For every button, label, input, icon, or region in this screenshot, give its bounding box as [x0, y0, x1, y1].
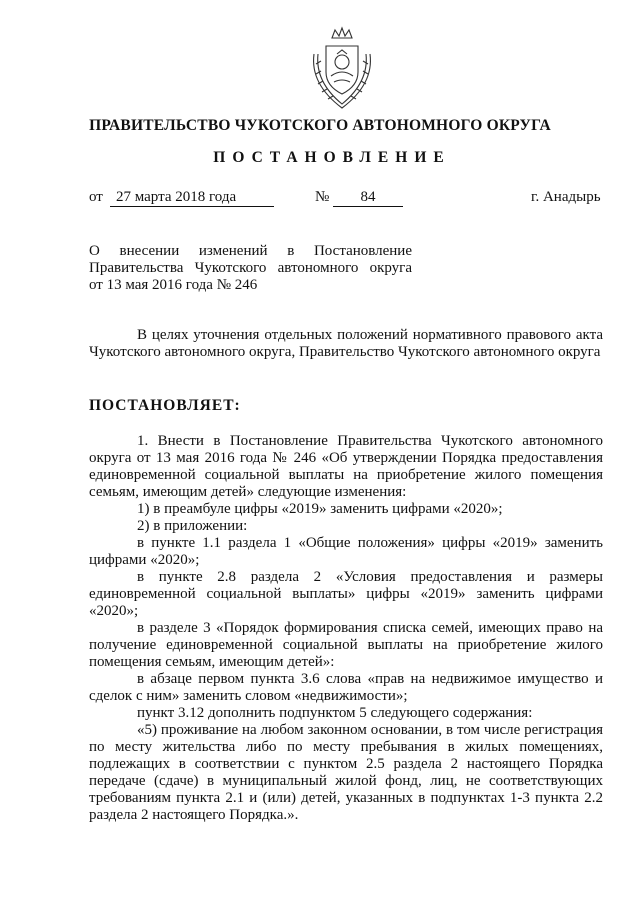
paragraph-item: 1) в преамбуле цифры «2019» заменить цифрами «2020»;	[137, 501, 503, 517]
city-name: г. Анадырь	[531, 189, 601, 205]
date-label: от	[89, 189, 103, 205]
subject-line: от 13 мая 2016 года № 246	[89, 277, 258, 293]
document-type-title: ПОСТАНОВЛЕНИЕ	[213, 149, 451, 166]
paragraph-item: в разделе 3 «Порядок формирования списка семей, имеющих право на получение единовременной социальной выплаты на приобретение жилого помещения семьям, имеющим детей»:	[89, 620, 603, 670]
paragraph-item: пункт 3.12 дополнить подпунктом 5 следующего содержания:	[137, 705, 533, 721]
subject-line: О внесении изменений в Постановление	[89, 243, 412, 259]
paragraph-item: в абзаце первом пункта 3.6 слова «прав на недвижимое имущество и сделок с ним» заменить словом «недвижимости»;	[89, 671, 603, 704]
preamble-block	[89, 327, 603, 361]
decree-number: 84	[333, 189, 403, 207]
subject-line: Правительства Чукотского автономного округа	[89, 260, 412, 276]
preamble-paragraph: В целях уточнения отдельных положений нормативного правового акта Чукотского автономного округа, Правительство Чукотского автономного округа	[89, 327, 603, 360]
decree-body	[89, 433, 603, 824]
government-title: ПРАВИТЕЛЬСТВО ЧУКОТСКОГО АВТОНОМНОГО ОКРУГА	[89, 117, 551, 134]
decree-date: 27 марта 2018 года	[110, 189, 274, 207]
paragraph-item: 2) в приложении:	[137, 518, 248, 534]
coat-of-arms-icon	[304, 24, 380, 114]
number-label: №	[315, 189, 330, 205]
decree-meta-row	[0, 189, 640, 209]
paragraph-item: в пункте 1.1 раздела 1 «Общие положения» цифры «2019» заменить цифрами «2020»;	[89, 535, 603, 568]
paragraph-item: в пункте 2.8 раздела 2 «Условия предоставления и размеры единовременной социальной выплаты» цифры «2019» заменить цифрами «2020»;	[89, 569, 603, 619]
paragraph-item: 1. Внести в Постановление Правительства Чукотского автономного округа от 13 мая 2016 года № 246 «Об утверждении Порядка предоставления единовременной социальной выплаты на приобретение жилого помещения семьям, имеющим детей» следующие изменения:	[89, 433, 603, 500]
paragraph-item: «5) проживание на любом законном основании, в том числе регистрация по месту жительства либо по месту пребывания в жилых помещениях, подлежащих в соответствии с пунктом 2.5 раздела 2 настоящего Порядка передаче (сдаче) в муниципальный жилой фонд, лиц, не соответствующих требованиям пункта 2.1 и (или) детей, указанных в подпунктах 1-3 пункта 2.2 раздела 2 настоящего Порядка.».	[89, 722, 603, 823]
decree-subject	[89, 243, 412, 294]
resolves-heading: ПОСТАНОВЛЯЕТ:	[89, 397, 241, 414]
